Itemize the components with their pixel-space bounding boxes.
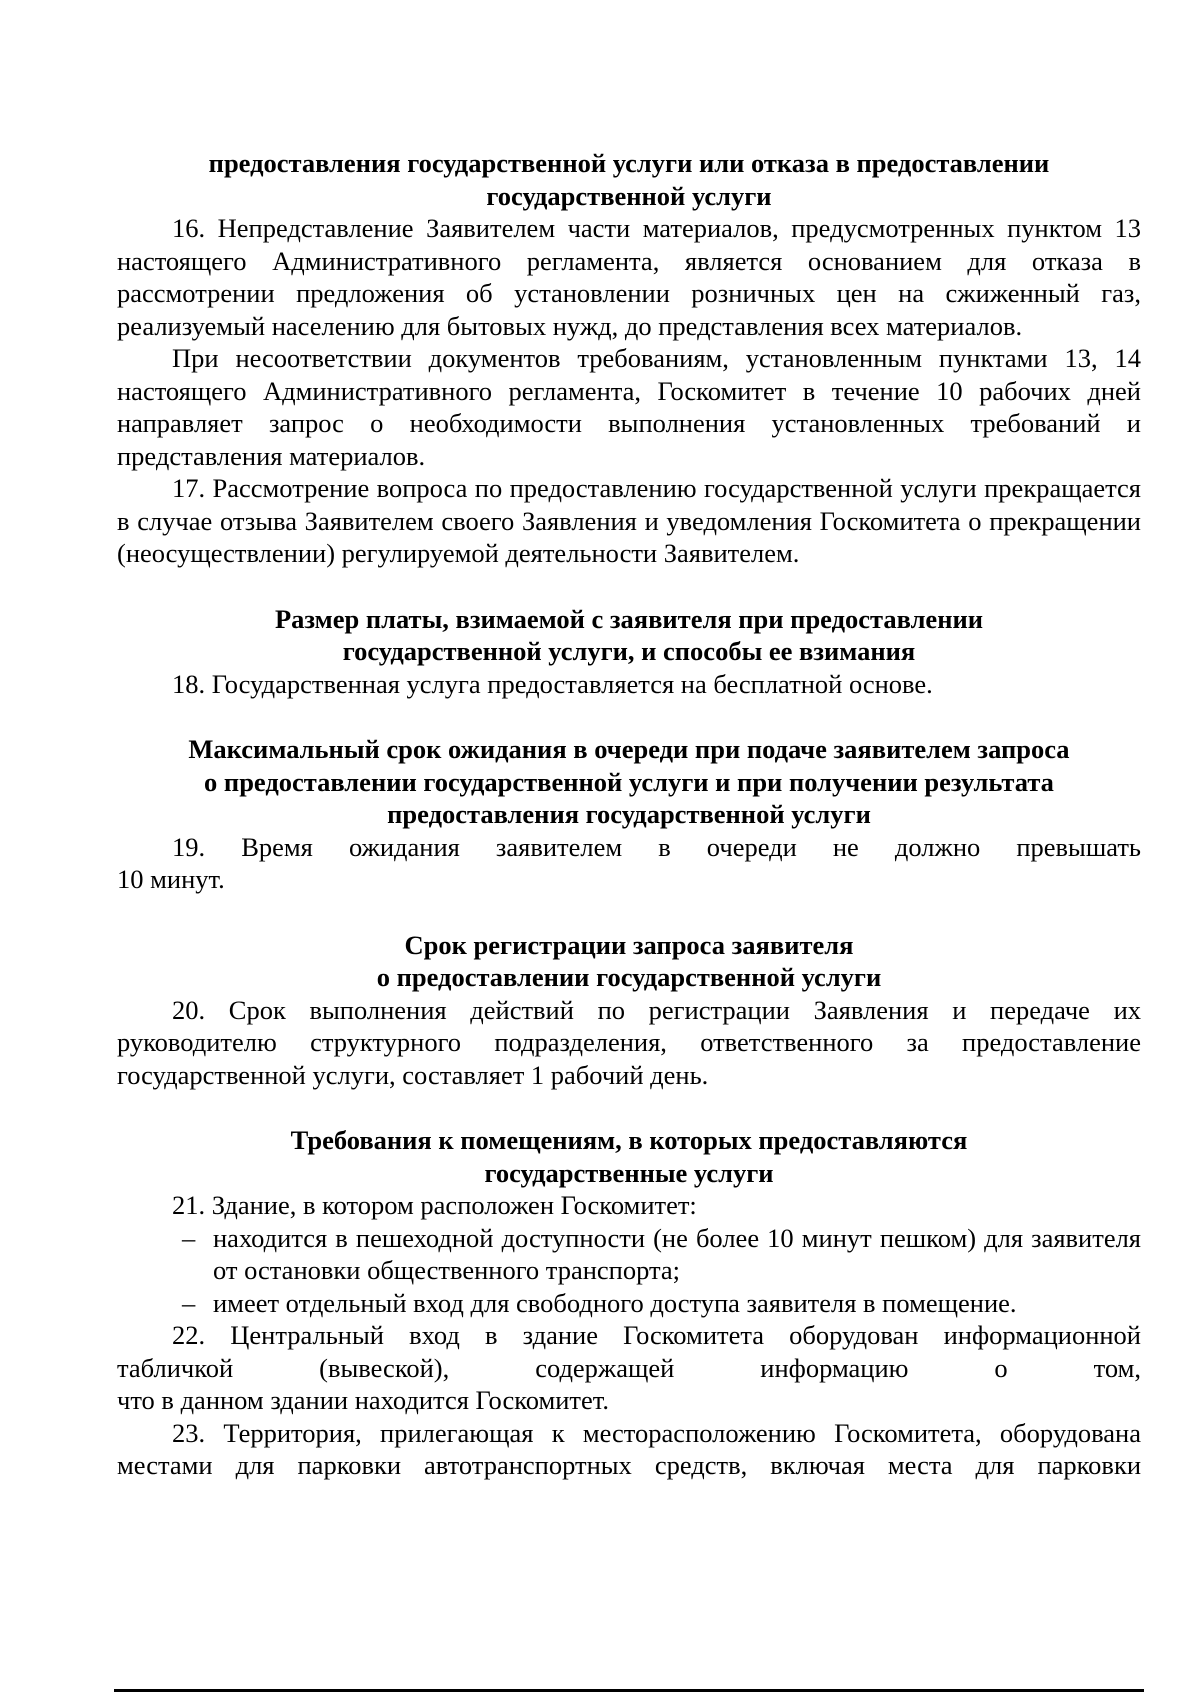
- section-spacer: [117, 896, 1141, 929]
- paragraph-21: 21. Здание, в котором расположен Госкомитет:: [172, 1190, 697, 1220]
- section-heading: [117, 147, 1141, 212]
- paragraph-22-line-1: 22. Центральный вход в здание Госкомитета оборудован информационной: [172, 1320, 1141, 1350]
- section-spacer: [117, 570, 1141, 603]
- heading-line: о предоставлении государственной услуги: [376, 962, 882, 992]
- list-item: [117, 1222, 1141, 1287]
- paragraph-22-line-2: табличкой (вывеской), содержащей информацию о том,: [117, 1352, 1141, 1383]
- heading-line: Максимальный срок ожидания в очереди при подаче заявителем запроса: [188, 734, 1070, 764]
- heading-line: о предоставлении государственной услуги и при получении результата: [204, 766, 1054, 797]
- paragraph-16: 16. Непредставление Заявителем части материалов, предусмотренных пунктом 13 настоящего Административного регламента, является основанием для отказа в рассмотрении предложения об установлении розничных цен на сжиженный газ, реализуемый населению для бытовых нужд, до представления всех материалов.: [117, 213, 1141, 341]
- document-body: [117, 147, 1141, 1482]
- paragraph-23: 23. Территория, прилегающая к месторасположению Госкомитета, оборудована местами для парковки автотранспортных средств, включая места для парковки: [117, 1417, 1141, 1480]
- heading-line: Размер платы, взимаемой с заявителя при предоставлении: [274, 603, 984, 634]
- list-item-text: имеет отдельный вход для свободного доступа заявителя в помещение.: [213, 1287, 1017, 1318]
- heading-line: Срок регистрации запроса заявителя: [404, 929, 854, 960]
- paragraph-20: 20. Срок выполнения действий по регистрации Заявления и передаче их руководителю структурного подразделения, ответственного за предоставление государственной услуги, составляет 1 рабочий день.: [117, 994, 1141, 1090]
- heading-line: предоставления государственной услуги или отказа в предоставлении: [208, 148, 1050, 178]
- paragraph-19: 19. Время ожидания заявителем в очереди не должно превышать: [172, 831, 1141, 862]
- paragraph-17: 17. Рассмотрение вопроса по предоставлению государственной услуги прекращается в случае отзыва Заявителем своего Заявления и уведомления Госкомитета о прекращении (неосуществлении) регулируемой деятельности Заявителем.: [117, 473, 1141, 568]
- heading-line: государственной услуги, и способы ее взимания: [342, 636, 916, 666]
- dash-marker: –: [182, 1287, 196, 1318]
- section-heading: [117, 733, 1141, 831]
- section-heading: [117, 1124, 1141, 1189]
- section-spacer: [117, 1091, 1141, 1124]
- heading-line: предоставления государственной услуги: [387, 799, 871, 829]
- list-item: [117, 1287, 1141, 1320]
- paragraph-19-continued: 10 минут.: [117, 864, 225, 894]
- heading-line: государственные услуги: [484, 1157, 774, 1188]
- footer-rule: [114, 1689, 1144, 1692]
- dash-marker: –: [182, 1222, 196, 1253]
- paragraph-18: 18. Государственная услуга предоставляется на бесплатной основе.: [172, 668, 933, 699]
- paragraph-16-continued: При несоответствии документов требованиям, установленным пунктами 13, 14 настоящего Административного регламента, Госкомитет в течение 10 рабочих дней направляет запрос о необходимости выполнения установленных требований и представления материалов.: [117, 343, 1141, 471]
- section-heading: [117, 929, 1141, 994]
- section-spacer: [117, 700, 1141, 733]
- list-item-text: находится в пешеходной доступности (не более 10 минут пешком) для заявителя от остановки общественного транспорта;: [213, 1222, 1141, 1285]
- section-heading: [117, 603, 1141, 668]
- heading-line: Требования к помещениям, в которых предоставляются: [290, 1125, 968, 1155]
- paragraph-22-line-3: что в данном здании находится Госкомитет.: [117, 1385, 609, 1415]
- heading-line: государственной услуги: [486, 180, 772, 211]
